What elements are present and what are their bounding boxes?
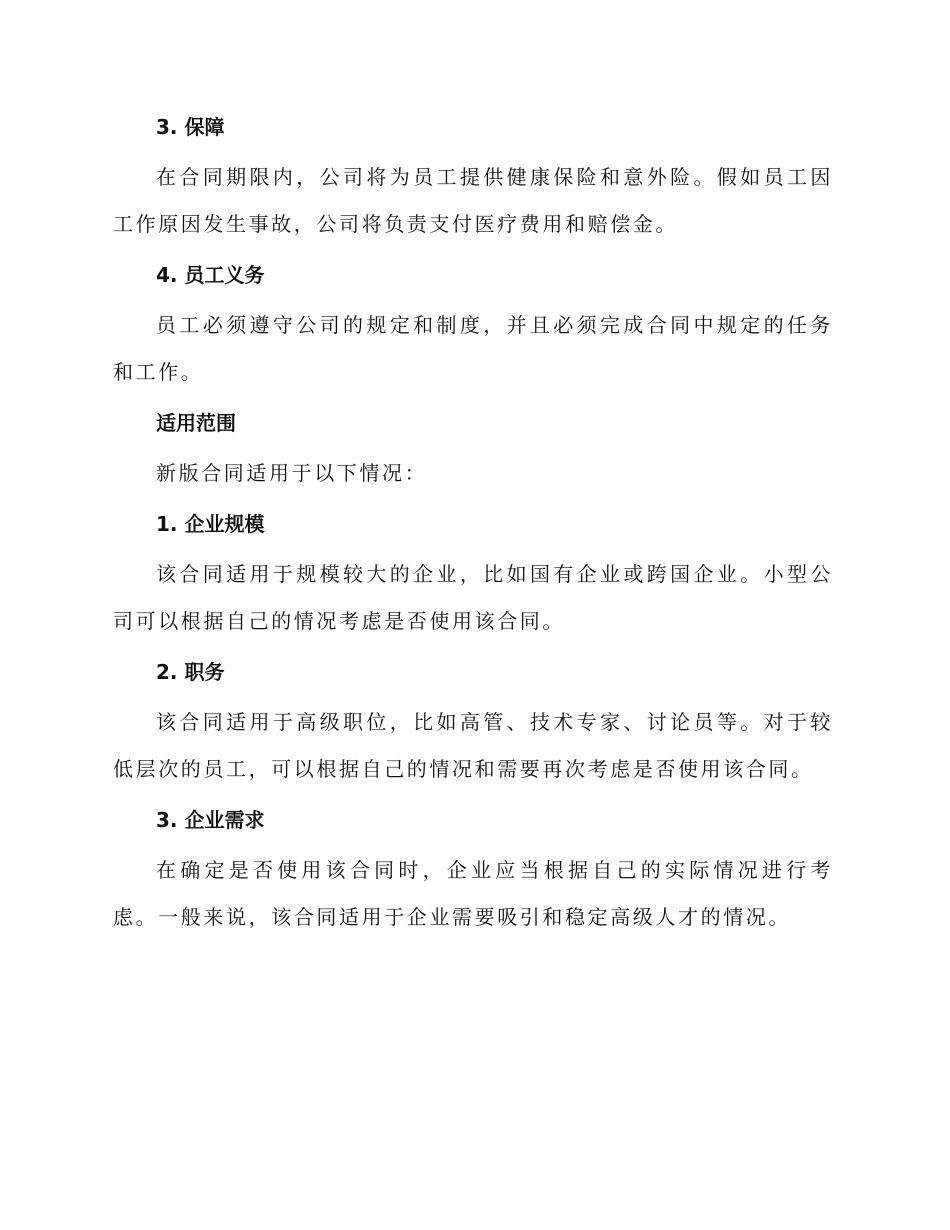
section-heading-employee-duties: 4. 员工义务 [156, 263, 265, 287]
paragraph-employee-duties: 员工必须遵守公司的规定和制度，并且必须完成合同中规定的任务和工作。 [113, 313, 833, 384]
paragraph-company-needs: 在确定是否使用该合同时，企业应当根据自己的实际情况进行考虑。一般来说，该合同适用于企业需要吸引和稳定高级人才的情况。 [113, 858, 833, 929]
section-heading-company-needs: 3. 企业需求 [156, 808, 265, 832]
paragraph-guarantee: 在合同期限内，公司将为员工提供健康保险和意外险。假如员工因工作原因发生事故，公司将负责支付医疗费用和赔偿金。 [113, 165, 833, 236]
document-body [113, 108, 833, 949]
section-heading-scope: 适用范围 [156, 411, 236, 435]
section-heading-position: 2. 职务 [156, 660, 225, 684]
paragraph-scope-intro: 新版合同适用于以下情况： [156, 461, 428, 485]
section-heading-company-size: 1. 企业规模 [156, 512, 265, 536]
section-heading-guarantee: 3. 保障 [156, 115, 225, 139]
paragraph-position: 该合同适用于高级职位，比如高管、技术专家、讨论员等。对于较低层次的员工，可以根据自己的情况和需要再次考虑是否使用该合同。 [113, 710, 833, 781]
paragraph-company-size: 该合同适用于规模较大的企业，比如国有企业或跨国企业。小型公司可以根据自己的情况考虑是否使用该合同。 [113, 562, 833, 633]
